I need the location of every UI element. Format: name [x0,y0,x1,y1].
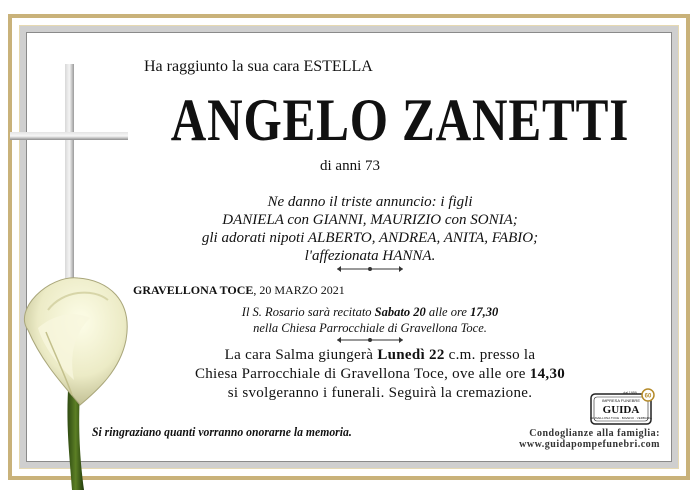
ornament-divider [160,336,580,344]
thanks-text: Si ringraziano quanti vorranno onorarne la memoria. [92,424,352,439]
website-link[interactable]: www.guidapompefunebri.com [519,439,660,450]
rosary-day: Sabato 20 [374,305,426,319]
salma-day: Lunedì 22 [377,347,445,363]
logo-bottom: GRAVELLONA TOCE · BAVENO · VERBANIA [590,416,652,420]
rosary-text: Il S. Rosario sarà recitato [241,305,375,319]
intro-text: Ha raggiunto la sua cara ESTELLA [144,58,373,75]
dateline-place: GRAVELLONA TOCE [133,283,254,297]
rosary-location: nella Chiesa Parrocchiale di Gravellona Toce. [253,321,487,335]
announcement-line: Ne danno il triste annuncio: i figli [267,194,473,210]
logo-since: dal 1959 [623,391,637,395]
rosary-text: alle ore [425,305,471,319]
salma-text: si svolgeranno i funerali. Seguirà la cremazione. [227,385,533,401]
announcement-line: gli adorati nipoti ALBERTO, ANDREA, ANITA, FABIO; [201,230,539,246]
calla-lily-image [8,270,138,490]
dateline-date: , 20 MARZO 2021 [253,283,345,297]
dateline [133,283,345,298]
age-text: di anni 73 [320,158,380,174]
funeral-home-logo [590,388,656,428]
salma-text: La cara Salma giungerà [224,347,378,363]
salma-time: 14,30 [529,366,566,382]
salma-text: Chiesa Parrocchiale di Gravellona Toce, ove alle ore [194,366,530,382]
cross-icon [10,64,130,284]
logo-top: IMPRESA FUNEBRE [601,398,641,403]
rosary-time: 17,30 [470,305,499,319]
rosary-block [160,304,580,344]
salma-text: c.m. presso la [444,347,536,363]
deceased-name: ANGELO ZANETTI [170,87,630,153]
announcement-block [150,193,590,273]
condolences-block [470,428,660,450]
announcement-line: DANIELA con GIANNI, MAURIZIO con SONIA; [222,212,518,228]
condolences-text: Condoglianze alla famiglia: [529,428,660,439]
logo-name: GUIDA [602,404,640,416]
svg-text:60: 60 [644,393,652,400]
announcement-line: l'affezionata HANNA. [304,248,436,264]
salma-block [150,346,610,403]
ornament-divider [150,265,590,273]
